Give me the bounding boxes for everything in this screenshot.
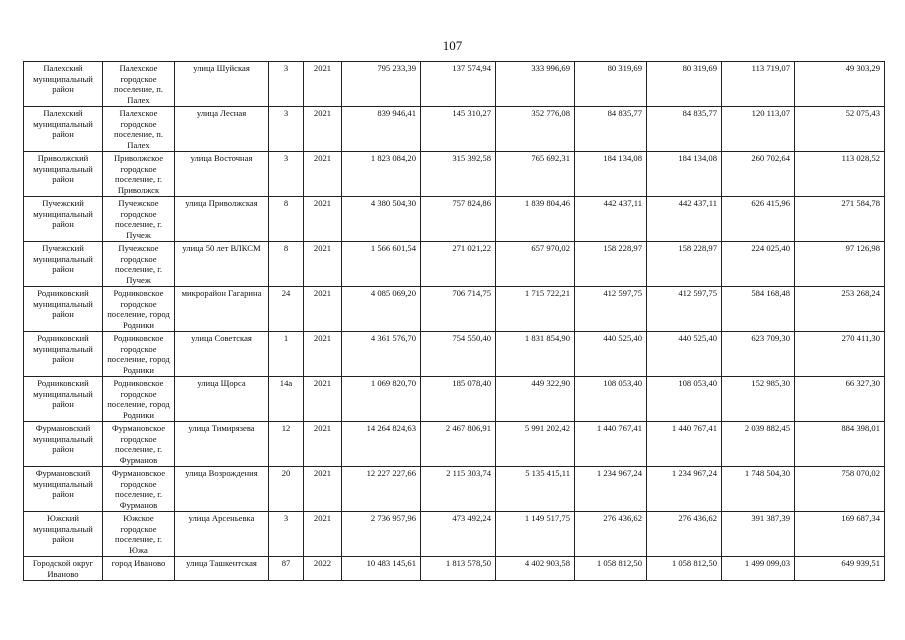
cell-cost-part-1: 2 115 303,74 bbox=[421, 467, 496, 512]
cell-cost-part-1: 754 550,40 bbox=[421, 332, 496, 377]
cell-street: микрорайон Гагарина bbox=[175, 287, 269, 332]
cell-total-cost: 1 566 601,54 bbox=[342, 242, 421, 287]
cell-cost-part-6: 169 687,34 bbox=[795, 512, 885, 557]
cell-cost-part-6: 758 070,02 bbox=[795, 467, 885, 512]
table-row bbox=[24, 557, 885, 581]
cell-settlement: город Иваново bbox=[103, 557, 175, 581]
cell-cost-part-3: 1 440 767,41 bbox=[575, 422, 647, 467]
cell-year: 2021 bbox=[304, 197, 342, 242]
cell-street: улица Арсеньевка bbox=[175, 512, 269, 557]
cell-street: улица Приволжская bbox=[175, 197, 269, 242]
cell-street: улица Шуйская bbox=[175, 62, 269, 107]
cell-cost-part-4: 440 525,40 bbox=[647, 332, 722, 377]
cell-street: улица 50 лет ВЛКСМ bbox=[175, 242, 269, 287]
cell-cost-part-1: 145 310,27 bbox=[421, 107, 496, 152]
cell-year: 2021 bbox=[304, 62, 342, 107]
cell-cost-part-5: 120 113,07 bbox=[722, 107, 795, 152]
cell-district: Родниковский муниципальный район bbox=[24, 332, 103, 377]
cell-year: 2021 bbox=[304, 107, 342, 152]
cell-cost-part-1: 315 392,58 bbox=[421, 152, 496, 197]
cell-district: Палехский муниципальный район bbox=[24, 107, 103, 152]
cell-cost-part-6: 97 126,98 bbox=[795, 242, 885, 287]
cell-cost-part-1: 473 492,24 bbox=[421, 512, 496, 557]
cell-year: 2022 bbox=[304, 557, 342, 581]
cell-cost-part-5: 1 748 504,30 bbox=[722, 467, 795, 512]
cell-cost-part-2: 449 322,90 bbox=[496, 377, 575, 422]
cell-cost-part-2: 657 970,02 bbox=[496, 242, 575, 287]
cell-house-number: 20 bbox=[269, 467, 304, 512]
cell-total-cost: 10 483 145,61 bbox=[342, 557, 421, 581]
cell-settlement: Пучежское городское поселение, г. Пучеж bbox=[103, 197, 175, 242]
cell-settlement: Палехское городское поселение, п. Палех bbox=[103, 107, 175, 152]
cell-cost-part-1: 185 078,40 bbox=[421, 377, 496, 422]
cell-cost-part-5: 623 709,30 bbox=[722, 332, 795, 377]
cell-cost-part-6: 253 268,24 bbox=[795, 287, 885, 332]
cell-total-cost: 14 264 824,63 bbox=[342, 422, 421, 467]
cell-total-cost: 1 823 084,20 bbox=[342, 152, 421, 197]
cell-house-number: 3 bbox=[269, 62, 304, 107]
cell-house-number: 14а bbox=[269, 377, 304, 422]
cell-cost-part-6: 271 584,78 bbox=[795, 197, 885, 242]
cell-cost-part-3: 80 319,69 bbox=[575, 62, 647, 107]
cell-cost-part-3: 184 134,08 bbox=[575, 152, 647, 197]
page-number: 107 bbox=[442, 38, 463, 53]
cell-settlement: Пучежское городское поселение, г. Пучеж bbox=[103, 242, 175, 287]
cell-cost-part-6: 884 398,01 bbox=[795, 422, 885, 467]
cell-district: Фурмановский муниципальный район bbox=[24, 422, 103, 467]
cell-total-cost: 2 736 957,96 bbox=[342, 512, 421, 557]
cell-street: улица Восточная bbox=[175, 152, 269, 197]
cell-cost-part-6: 49 303,29 bbox=[795, 62, 885, 107]
cell-cost-part-4: 84 835,77 bbox=[647, 107, 722, 152]
cell-cost-part-5: 113 719,07 bbox=[722, 62, 795, 107]
cell-total-cost: 4 085 069,20 bbox=[342, 287, 421, 332]
table-row bbox=[24, 152, 885, 197]
cell-cost-part-2: 1 149 517,75 bbox=[496, 512, 575, 557]
cell-cost-part-2: 5 991 202,42 bbox=[496, 422, 575, 467]
cell-cost-part-6: 66 327,30 bbox=[795, 377, 885, 422]
cell-cost-part-3: 108 053,40 bbox=[575, 377, 647, 422]
cell-total-cost: 12 227 227,66 bbox=[342, 467, 421, 512]
cell-total-cost: 839 946,41 bbox=[342, 107, 421, 152]
cell-cost-part-2: 1 839 804,46 bbox=[496, 197, 575, 242]
cell-cost-part-2: 1 831 854,90 bbox=[496, 332, 575, 377]
cell-cost-part-2: 352 776,08 bbox=[496, 107, 575, 152]
cell-cost-part-3: 442 437,11 bbox=[575, 197, 647, 242]
cell-cost-part-5: 152 985,30 bbox=[722, 377, 795, 422]
cell-house-number: 3 bbox=[269, 512, 304, 557]
cell-cost-part-5: 584 168,48 bbox=[722, 287, 795, 332]
cell-cost-part-1: 757 824,86 bbox=[421, 197, 496, 242]
cell-cost-part-4: 158 228,97 bbox=[647, 242, 722, 287]
cell-settlement: Родниковское городское поселение, город Родники bbox=[103, 332, 175, 377]
cell-cost-part-1: 137 574,94 bbox=[421, 62, 496, 107]
cell-house-number: 1 bbox=[269, 332, 304, 377]
cell-year: 2021 bbox=[304, 512, 342, 557]
cell-house-number: 24 bbox=[269, 287, 304, 332]
cell-cost-part-2: 333 996,69 bbox=[496, 62, 575, 107]
data-table bbox=[23, 61, 885, 581]
cell-total-cost: 4 361 576,70 bbox=[342, 332, 421, 377]
cell-cost-part-4: 276 436,62 bbox=[647, 512, 722, 557]
cell-year: 2021 bbox=[304, 377, 342, 422]
table-row bbox=[24, 332, 885, 377]
cell-cost-part-1: 2 467 806,91 bbox=[421, 422, 496, 467]
cell-district: Палехский муниципальный район bbox=[24, 62, 103, 107]
cell-cost-part-5: 260 702,64 bbox=[722, 152, 795, 197]
cell-year: 2021 bbox=[304, 152, 342, 197]
cell-cost-part-4: 108 053,40 bbox=[647, 377, 722, 422]
table-row bbox=[24, 422, 885, 467]
cell-cost-part-5: 224 025,40 bbox=[722, 242, 795, 287]
cell-settlement: Фурмановское городское поселение, г. Фурманов bbox=[103, 422, 175, 467]
cell-district: Городской округ Иваново bbox=[24, 557, 103, 581]
cell-house-number: 8 bbox=[269, 197, 304, 242]
cell-house-number: 12 bbox=[269, 422, 304, 467]
table-row bbox=[24, 287, 885, 332]
cell-cost-part-4: 80 319,69 bbox=[647, 62, 722, 107]
cell-district: Южский муниципальный район bbox=[24, 512, 103, 557]
cell-cost-part-4: 442 437,11 bbox=[647, 197, 722, 242]
cell-cost-part-6: 113 028,52 bbox=[795, 152, 885, 197]
cell-cost-part-3: 84 835,77 bbox=[575, 107, 647, 152]
cell-settlement: Палехское городское поселение, п. Палех bbox=[103, 62, 175, 107]
cell-cost-part-1: 1 813 578,50 bbox=[421, 557, 496, 581]
cell-cost-part-5: 391 387,39 bbox=[722, 512, 795, 557]
cell-total-cost: 1 069 820,70 bbox=[342, 377, 421, 422]
table-row bbox=[24, 242, 885, 287]
cell-cost-part-2: 765 692,31 bbox=[496, 152, 575, 197]
cell-total-cost: 4 380 504,30 bbox=[342, 197, 421, 242]
cell-year: 2021 bbox=[304, 287, 342, 332]
cell-house-number: 3 bbox=[269, 107, 304, 152]
cell-cost-part-3: 412 597,75 bbox=[575, 287, 647, 332]
cell-house-number: 87 bbox=[269, 557, 304, 581]
cell-cost-part-3: 158 228,97 bbox=[575, 242, 647, 287]
table-row bbox=[24, 62, 885, 107]
cell-total-cost: 795 233,39 bbox=[342, 62, 421, 107]
cell-district: Фурмановский муниципальный район bbox=[24, 467, 103, 512]
cell-house-number: 3 bbox=[269, 152, 304, 197]
cell-district: Пучежский муниципальный район bbox=[24, 242, 103, 287]
cell-year: 2021 bbox=[304, 467, 342, 512]
cell-street: улица Ташкентская bbox=[175, 557, 269, 581]
cell-year: 2021 bbox=[304, 422, 342, 467]
cell-settlement: Родниковское городское поселение, город Родники bbox=[103, 287, 175, 332]
cell-cost-part-5: 2 039 882,45 bbox=[722, 422, 795, 467]
cell-cost-part-1: 706 714,75 bbox=[421, 287, 496, 332]
cell-cost-part-6: 270 411,30 bbox=[795, 332, 885, 377]
cell-settlement: Родниковское городское поселение, город Родники bbox=[103, 377, 175, 422]
cell-settlement: Приволжское городское поселение, г. Приволжск bbox=[103, 152, 175, 197]
table-row bbox=[24, 467, 885, 512]
cell-district: Пучежский муниципальный район bbox=[24, 197, 103, 242]
cell-street: улица Возрождения bbox=[175, 467, 269, 512]
cell-cost-part-3: 1 234 967,24 bbox=[575, 467, 647, 512]
cell-cost-part-4: 1 058 812,50 bbox=[647, 557, 722, 581]
table-row bbox=[24, 197, 885, 242]
cell-street: улица Тимирязева bbox=[175, 422, 269, 467]
cell-street: улица Щорса bbox=[175, 377, 269, 422]
cell-cost-part-2: 1 715 722,21 bbox=[496, 287, 575, 332]
table-row bbox=[24, 107, 885, 152]
table-row bbox=[24, 377, 885, 422]
table-row bbox=[24, 512, 885, 557]
cell-district: Родниковский муниципальный район bbox=[24, 287, 103, 332]
cell-cost-part-4: 1 234 967,24 bbox=[647, 467, 722, 512]
cell-cost-part-6: 52 075,43 bbox=[795, 107, 885, 152]
cell-cost-part-4: 184 134,08 bbox=[647, 152, 722, 197]
cell-settlement: Фурмановское городское поселение, г. Фурманов bbox=[103, 467, 175, 512]
cell-cost-part-1: 271 021,22 bbox=[421, 242, 496, 287]
cell-cost-part-4: 412 597,75 bbox=[647, 287, 722, 332]
cell-year: 2021 bbox=[304, 242, 342, 287]
cell-street: улица Советская bbox=[175, 332, 269, 377]
cell-street: улица Лесная bbox=[175, 107, 269, 152]
cell-cost-part-3: 276 436,62 bbox=[575, 512, 647, 557]
cell-cost-part-5: 626 415,96 bbox=[722, 197, 795, 242]
cell-cost-part-3: 440 525,40 bbox=[575, 332, 647, 377]
cell-settlement: Южское городское поселение, г. Южа bbox=[103, 512, 175, 557]
cell-cost-part-3: 1 058 812,50 bbox=[575, 557, 647, 581]
cell-cost-part-6: 649 939,51 bbox=[795, 557, 885, 581]
cell-cost-part-5: 1 499 099,03 bbox=[722, 557, 795, 581]
cell-district: Приволжский муниципальный район bbox=[24, 152, 103, 197]
cell-cost-part-2: 4 402 903,58 bbox=[496, 557, 575, 581]
cell-cost-part-2: 5 135 415,11 bbox=[496, 467, 575, 512]
cell-year: 2021 bbox=[304, 332, 342, 377]
cell-house-number: 8 bbox=[269, 242, 304, 287]
cell-district: Родниковский муниципальный район bbox=[24, 377, 103, 422]
cell-cost-part-4: 1 440 767,41 bbox=[647, 422, 722, 467]
